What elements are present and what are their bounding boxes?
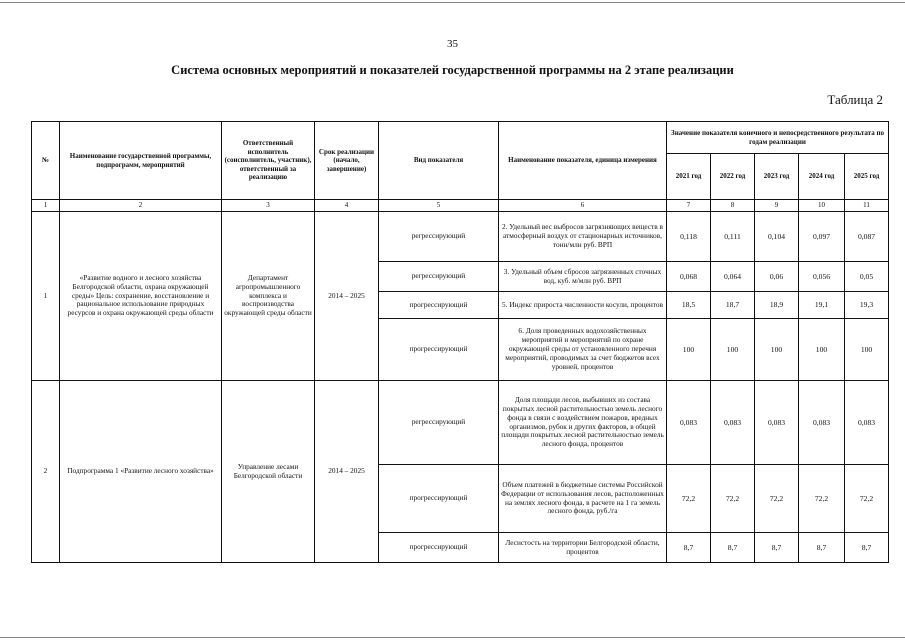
- indicator-type: регрессирующий: [379, 262, 499, 292]
- column-number: 7: [667, 200, 711, 212]
- indicator-value: 0,05: [845, 262, 889, 292]
- column-number: 2: [60, 200, 222, 212]
- row-number: 2: [32, 381, 60, 563]
- indicator-value: 0,083: [667, 381, 711, 465]
- column-number: 9: [755, 200, 799, 212]
- column-numbers-row: [32, 200, 889, 212]
- header-indicator-type: Вид показателя: [379, 122, 499, 200]
- table-row: [32, 212, 889, 262]
- indicator-value: 100: [711, 319, 755, 381]
- indicator-value: 0,087: [845, 212, 889, 262]
- indicator-value: 19,1: [799, 292, 845, 319]
- row-number: 1: [32, 212, 60, 381]
- indicator-type: регрессирующий: [379, 212, 499, 262]
- scan-edge-top: [0, 2, 905, 3]
- indicator-name: 3. Удельный объем сбросов загрязненных сточных вод, куб. м/млн руб. ВРП: [499, 262, 667, 292]
- column-number: 6: [499, 200, 667, 212]
- document-title: Система основных мероприятий и показателей государственной программы на 2 этапе реализации: [171, 63, 734, 77]
- page-number: 35: [447, 38, 458, 50]
- indicator-name: Доля площади лесов, выбывших из состава покрытых лесной растительностью земель лесного фонда в связи с воздействием пожаров, вредных организмов, рубок и других факторов, в общей площади покрытых лесной растительностью земель лесного фонда, процентов: [499, 381, 667, 465]
- indicator-value: 72,2: [845, 465, 889, 533]
- header-values-group: Значение показателя конечного и непосредственного результата по годам реализации: [667, 122, 889, 154]
- header-year: 2025 год: [845, 154, 889, 200]
- header-period: Срок реализации (начало, завершение): [315, 122, 379, 200]
- indicator-type: прогрессирующий: [379, 319, 499, 381]
- indicator-value: 100: [667, 319, 711, 381]
- header-indicator-name: Наименование показателя, единица измерения: [499, 122, 667, 200]
- indicator-value: 8,7: [845, 533, 889, 563]
- column-number: 4: [315, 200, 379, 212]
- indicator-value: 8,7: [667, 533, 711, 563]
- indicator-type: прогрессирующий: [379, 465, 499, 533]
- responsible-executor: Управление лесами Белгородской области: [222, 381, 315, 563]
- indicator-value: 0,06: [755, 262, 799, 292]
- indicator-value: 72,2: [667, 465, 711, 533]
- program-name: «Развитие водного и лесного хозяйства Белгородской области, охрана окружающей среды» Цель: сохранение, восстановление и рациональное использование природных ресурсов и охрана окружающей среды области: [60, 212, 222, 381]
- indicator-value: 0,056: [799, 262, 845, 292]
- column-number: 11: [845, 200, 889, 212]
- column-number: 5: [379, 200, 499, 212]
- indicator-type: регрессирующий: [379, 381, 499, 465]
- indicator-value: 72,2: [711, 465, 755, 533]
- header-name: Наименование государственной программы, подпрограмм, мероприятий: [60, 122, 222, 200]
- implementation-period: 2014 – 2025: [315, 212, 379, 381]
- indicators-table: [31, 121, 889, 563]
- indicator-value: 8,7: [799, 533, 845, 563]
- indicator-value: 18,5: [667, 292, 711, 319]
- table-row: [32, 381, 889, 465]
- indicator-value: 100: [755, 319, 799, 381]
- indicator-type: прогрессирующий: [379, 533, 499, 563]
- indicator-value: 0,068: [667, 262, 711, 292]
- indicator-value: 8,7: [755, 533, 799, 563]
- indicator-value: 8,7: [711, 533, 755, 563]
- indicator-value: 100: [799, 319, 845, 381]
- column-number: 1: [32, 200, 60, 212]
- scan-edge-bottom: [0, 637, 905, 638]
- indicator-value: 100: [845, 319, 889, 381]
- header-year: 2024 год: [799, 154, 845, 200]
- indicator-value: 0,083: [799, 381, 845, 465]
- header-year: 2023 год: [755, 154, 799, 200]
- indicator-value: 0,111: [711, 212, 755, 262]
- column-number: 3: [222, 200, 315, 212]
- indicator-value: 0,118: [667, 212, 711, 262]
- column-number: 10: [799, 200, 845, 212]
- responsible-executor: Департамент агропромышленного комплекса и воспроизводства окружающей среды области: [222, 212, 315, 381]
- indicator-name: 6. Доля проведенных водохозяйственных мероприятий и мероприятий по охране окружающей среды от установленного перечня мероприятий, проводимых за счет бюджетов всех уровней, процентов: [499, 319, 667, 381]
- indicator-value: 0,104: [755, 212, 799, 262]
- indicator-value: 18,7: [711, 292, 755, 319]
- indicator-value: 18,9: [755, 292, 799, 319]
- header-year: 2022 год: [711, 154, 755, 200]
- header-executor: Ответственный исполнитель (соисполнитель, участник), ответственный за реализацию: [222, 122, 315, 200]
- indicator-type: прогрессирующий: [379, 292, 499, 319]
- indicator-value: 72,2: [755, 465, 799, 533]
- indicator-value: 0,083: [711, 381, 755, 465]
- column-number: 8: [711, 200, 755, 212]
- header-num: №: [32, 122, 60, 200]
- indicator-name: 5. Индекс прироста численности косули, процентов: [499, 292, 667, 319]
- indicator-value: 0,097: [799, 212, 845, 262]
- header-year: 2021 год: [667, 154, 711, 200]
- indicator-value: 0,083: [845, 381, 889, 465]
- indicator-value: 0,064: [711, 262, 755, 292]
- indicator-name: 2. Удельный вес выбросов загрязняющих веществ в атмосферный воздух от стационарных источников, тонн/млн руб. ВРП: [499, 212, 667, 262]
- program-name: Подпрограмма 1 «Развитие лесного хозяйства»: [60, 381, 222, 563]
- indicator-name: Лесистость на территории Белгородской области, процентов: [499, 533, 667, 563]
- implementation-period: 2014 – 2025: [315, 381, 379, 563]
- indicator-name: Объем платежей в бюджетные системы Российской Федерации от использования лесов, расположенных на землях лесного фонда, в расчете на 1 га земель лесного фонда, руб./га: [499, 465, 667, 533]
- indicator-value: 72,2: [799, 465, 845, 533]
- indicator-value: 19,3: [845, 292, 889, 319]
- table-label: Таблица 2: [827, 92, 883, 107]
- indicator-value: 0,083: [755, 381, 799, 465]
